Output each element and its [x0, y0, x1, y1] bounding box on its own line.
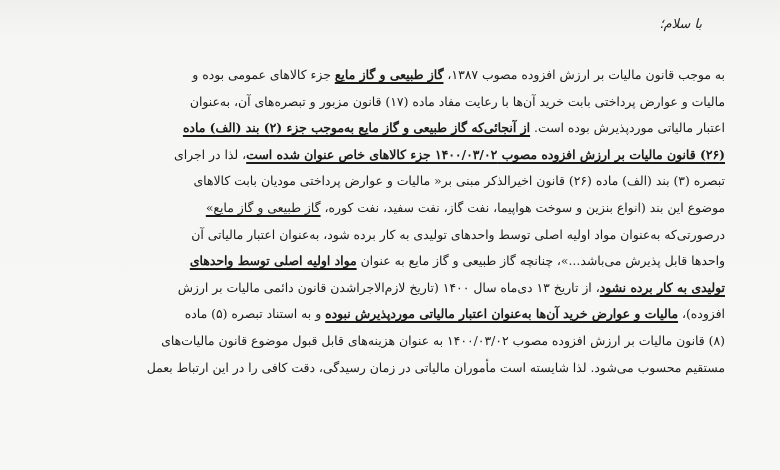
text-line — [70, 195, 725, 222]
text-line — [70, 301, 725, 328]
text-run: گاز طبیعی و گاز مایع» — [205, 199, 321, 215]
text-run: درصورتی‌که به‌عنوان مواد اولیه اصلی توسط واحدهای تولیدی به کار برده شود، به‌عنوان اعتبار مالیاتی آن — [191, 226, 725, 242]
text-run: تولیدی به کار برده نشود — [599, 279, 725, 295]
text-line — [70, 89, 725, 116]
text-run: اعتبار مالیاتی موردپذیرش بوده است. — [530, 120, 725, 136]
text-line — [70, 248, 725, 275]
text-run: تبصره (۳) بند (الف) ماده (۲۶) قانون اخیرالذکر مبنی بر« مالیات و عوارض پرداختی مودیان بابت کالاهای — [193, 173, 725, 189]
text-run: واحدها قابل پذیرش می‌باشد...»، چنانچه گاز طبیعی و گاز مایع به عنوان — [356, 253, 725, 269]
text-line — [70, 328, 725, 355]
text-run: افزوده)، — [678, 306, 725, 322]
text-line — [70, 115, 725, 142]
text-run: و به استناد تبصره (۵) ماده — [184, 306, 326, 322]
text-line — [70, 355, 725, 382]
greeting-text: با سلام؛ — [659, 17, 702, 32]
text-run: جزء کالاهای عمومی بوده و — [192, 67, 335, 82]
text-run: مالیات و عوارض پرداختی بابت خرید آن‌ها با رعایت مفاد ماده (۱۷) قانون مزبور و تبصره‌های آن، به‌عنوان — [189, 93, 725, 109]
text-run: مستقیم محسوب می‌شود. لذا شایسته است مأموران مالیاتی در زمان رسیدگی، دقت کافی را در این ارتباط بعمل — [146, 359, 725, 375]
text-run: موضوع این بند (انواع بنزین و سوخت هواپیما، نفت گاز، نفت سفید، نفت کوره، — [320, 199, 725, 215]
text-run: از آنجائی‌که گاز طبیعی و گاز مایع به‌موجب جزء (۲) بند (الف) ماده — [182, 120, 531, 136]
text-run: گاز طبیعی و گاز مایع — [334, 67, 444, 82]
text-run: (۲۶) قانون مالیات بر ارزش افزوده مصوب ۱۴۰۰/۰۳/۰۲ جزء کالاهای خاص عنوان شده است — [246, 146, 725, 162]
text-line — [70, 168, 725, 195]
text-run: مواد اولیه اصلی توسط واحدهای — [189, 253, 357, 269]
text-run: ، لذا در اجرای — [174, 146, 247, 162]
text-run: مالیات و عوارض خرید آن‌ها به‌عنوان اعتبار مالیاتی موردپذیرش نبوده — [325, 306, 679, 322]
text-line — [70, 142, 725, 169]
text-line — [70, 62, 725, 89]
text-run: به موجب قانون مالیات بر ارزش افزوده مصوب ۱۳۸۷، — [443, 67, 725, 82]
text-line — [70, 222, 725, 249]
text-run: ، از تاریخ ۱۳ دی‌ماه سال ۱۴۰۰ (تاریخ لازم‌الاجراشدن قانون دائمی مالیات بر ارزش — [177, 279, 600, 295]
text-run: (۸) قانون مالیات بر ارزش افزوده مصوب ۱۴۰۰/۰۳/۰۲ به عنوان هزینه‌های قابل قبول موضوع قانون مالیات‌های — [161, 332, 725, 348]
text-line — [70, 275, 725, 302]
letter-body — [70, 62, 725, 381]
